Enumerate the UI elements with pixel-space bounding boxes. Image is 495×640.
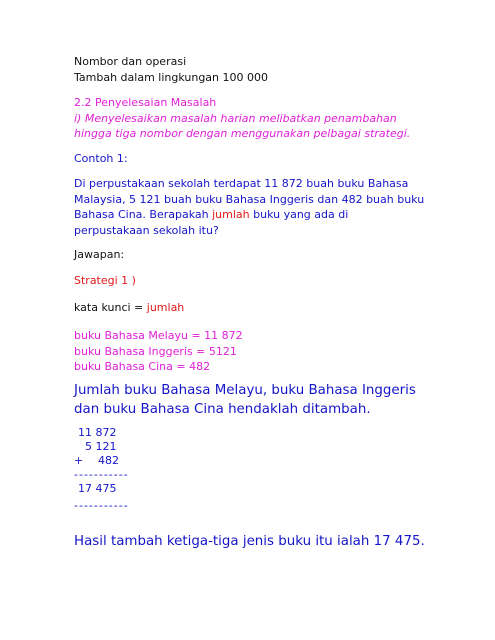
question-line-4: perpustakaan sekolah itu?	[74, 223, 219, 237]
item-bahasa-cina: buku Bahasa Cina = 482	[74, 360, 211, 373]
keyword-value: jumlah	[146, 301, 185, 314]
book-items	[74, 328, 243, 375]
question-line-3	[74, 207, 424, 223]
answer-label: Jawapan:	[74, 248, 125, 261]
question-line-1: Di perpustakaan sekolah terdapat 11 872 buah buku Bahasa	[74, 177, 409, 190]
divider-bottom: -----------	[74, 499, 129, 512]
section-title: 2.2 Penyelesaian Masalah	[74, 96, 217, 109]
plus-sign: +	[74, 454, 84, 467]
conclusion: Hasil tambah ketiga-tiga jenis buku itu ialah 17 475.	[74, 534, 425, 549]
item-bahasa-inggeris: buku Bahasa Inggeris = 5121	[74, 344, 237, 358]
subtopic-title: Tambah dalam lingkungan 100 000	[74, 70, 268, 84]
addend-1: 11 872	[78, 426, 117, 439]
topic-title: Nombor dan operasi	[74, 55, 187, 68]
objective-line-2: hingga tiga nombor dengan menggunakan pelbagai strategi.	[74, 127, 411, 140]
question-line-3-start: Bahasa Cina. Berapakah	[74, 208, 213, 221]
statement-block	[74, 381, 416, 419]
question-line-2: Malaysia, 5 121 buah buku Bahasa Inggeris dan 482 buah buku	[74, 192, 425, 206]
strategy-label: Strategi 1 )	[74, 274, 136, 287]
example-label: Contoh 1:	[74, 152, 128, 165]
objective-line-1: i) Menyelesaikan masalah harian melibatkan penambahan	[74, 111, 397, 125]
sum-result: 17 475	[78, 482, 117, 495]
statement-line-1: Jumlah buku Bahasa Melayu, buku Bahasa Inggeris	[74, 383, 416, 398]
document-header	[74, 54, 268, 85]
keyword-prefix: kata kunci =	[74, 301, 147, 314]
question-keyword: jumlah	[212, 208, 250, 221]
item-bahasa-melayu: buku Bahasa Melayu = 11 872	[74, 329, 243, 342]
addend-3: 482	[98, 454, 119, 467]
keyword-line	[74, 300, 184, 316]
section-block	[74, 95, 410, 142]
vertical-addition	[74, 425, 154, 513]
addend-2: 5 121	[85, 440, 117, 453]
question-line-3-end: buku yang ada di	[249, 208, 349, 221]
question-block	[74, 176, 424, 238]
divider-top: -----------	[74, 468, 129, 481]
statement-line-2: dan buku Bahasa Cina hendaklah ditambah.	[74, 402, 371, 417]
